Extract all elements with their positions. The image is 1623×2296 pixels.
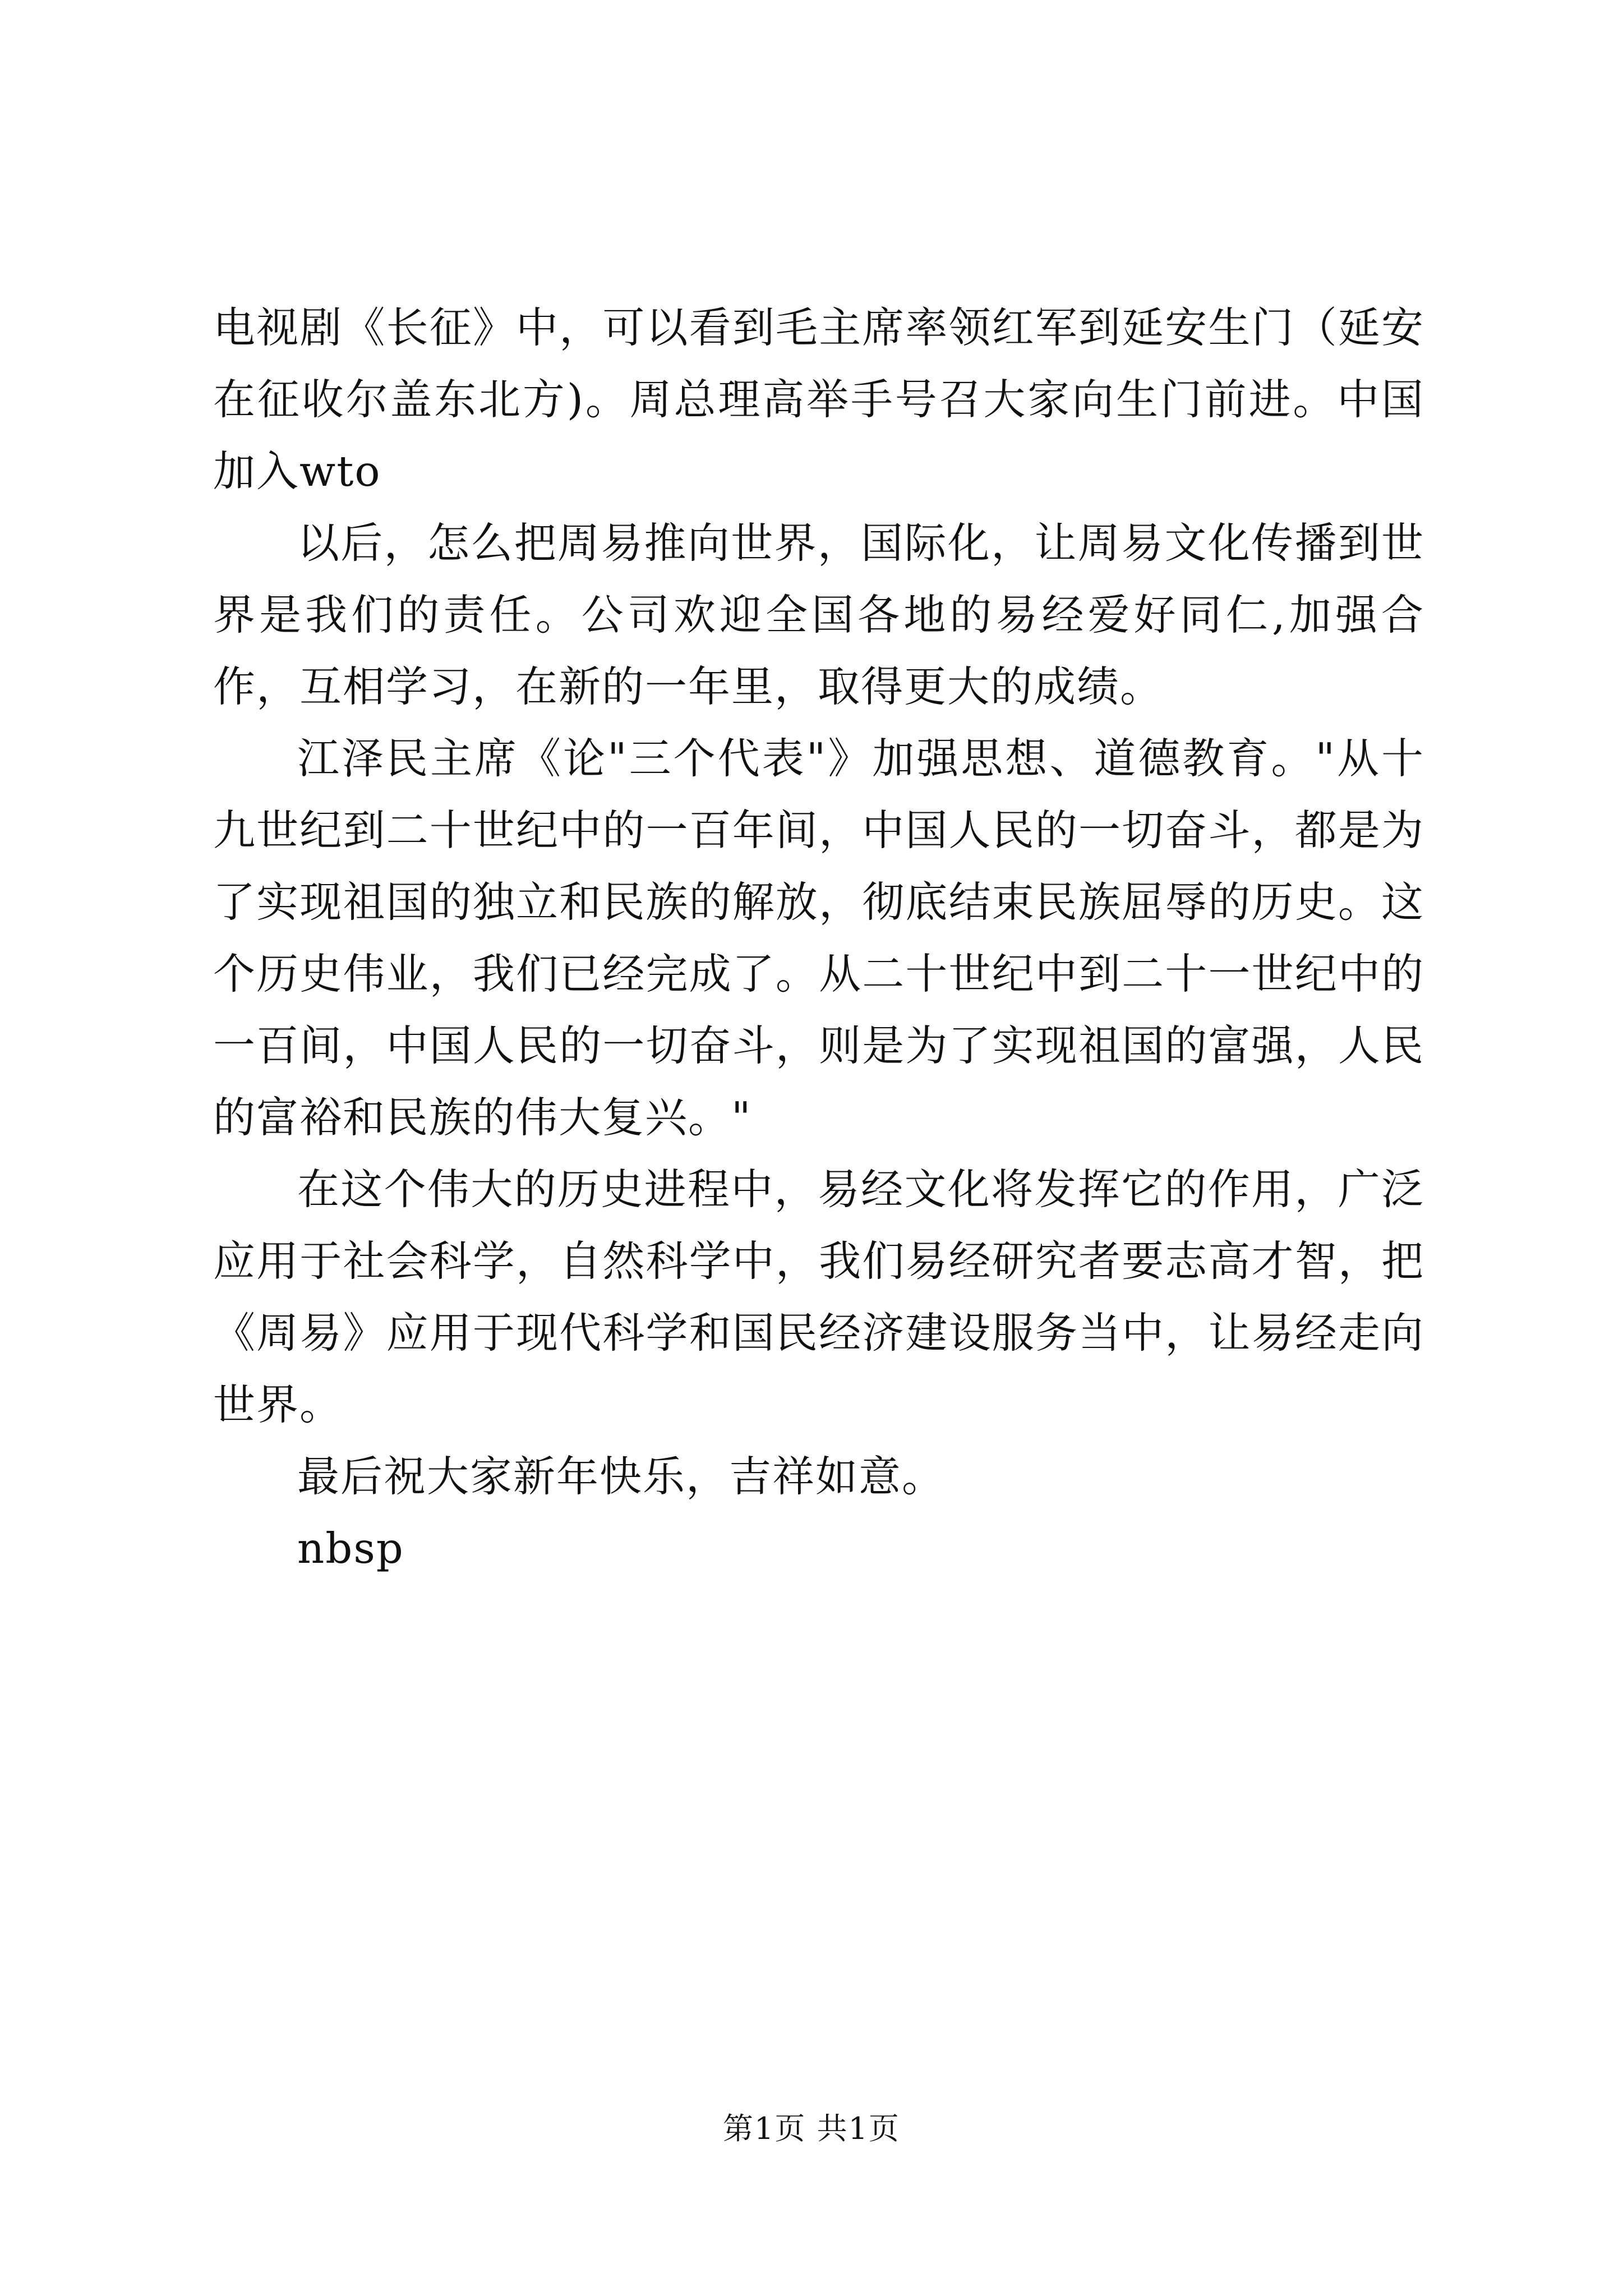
paragraph-2: 以后，怎么把周易推向世界，国际化，让周易文化传播到世界是我们的责任。公司欢迎全国各地的易经爱好同仁,加强合作，互相学习，在新的一年里，取得更大的成绩。 [213,518,1424,711]
document-body [213,292,1424,1584]
paragraph-4: 在这个伟大的历史进程中，易经文化将发挥它的作用，广泛应用于社会科学，自然科学中，我们易经研究者要志高才智，把《周易》应用于现代科学和国民经济建设服务当中，让易经走向世界。 [213,1165,1424,1429]
paragraph-6: nbsp [297,1524,404,1573]
page-footer: 第1页 共1页 [723,2111,900,2146]
paragraph-5: 最后祝大家新年快乐，吉祥如意。 [297,1452,946,1501]
paragraph-1: 电视剧《长征》中，可以看到毛主席率领红军到延安生门（延安在征收尔盖东北方)。周总理高举手号召大家向生门前进。中国加入wto [213,303,1424,496]
paragraph-3: 江泽民主席《论"三个代表"》加强思想、道德教育。"从十九世纪到二十世纪中的一百年间，中国人民的一切奋斗，都是为了实现祖国的独立和民族的解放，彻底结束民族屈辱的历史。这个历史伟业，我们已经完成了。从二十世纪中到二十一世纪中的一百间，中国人民的一切奋斗，则是为了实现祖国的富强，人民的富裕和民族的伟大复兴。" [213,734,1424,1142]
